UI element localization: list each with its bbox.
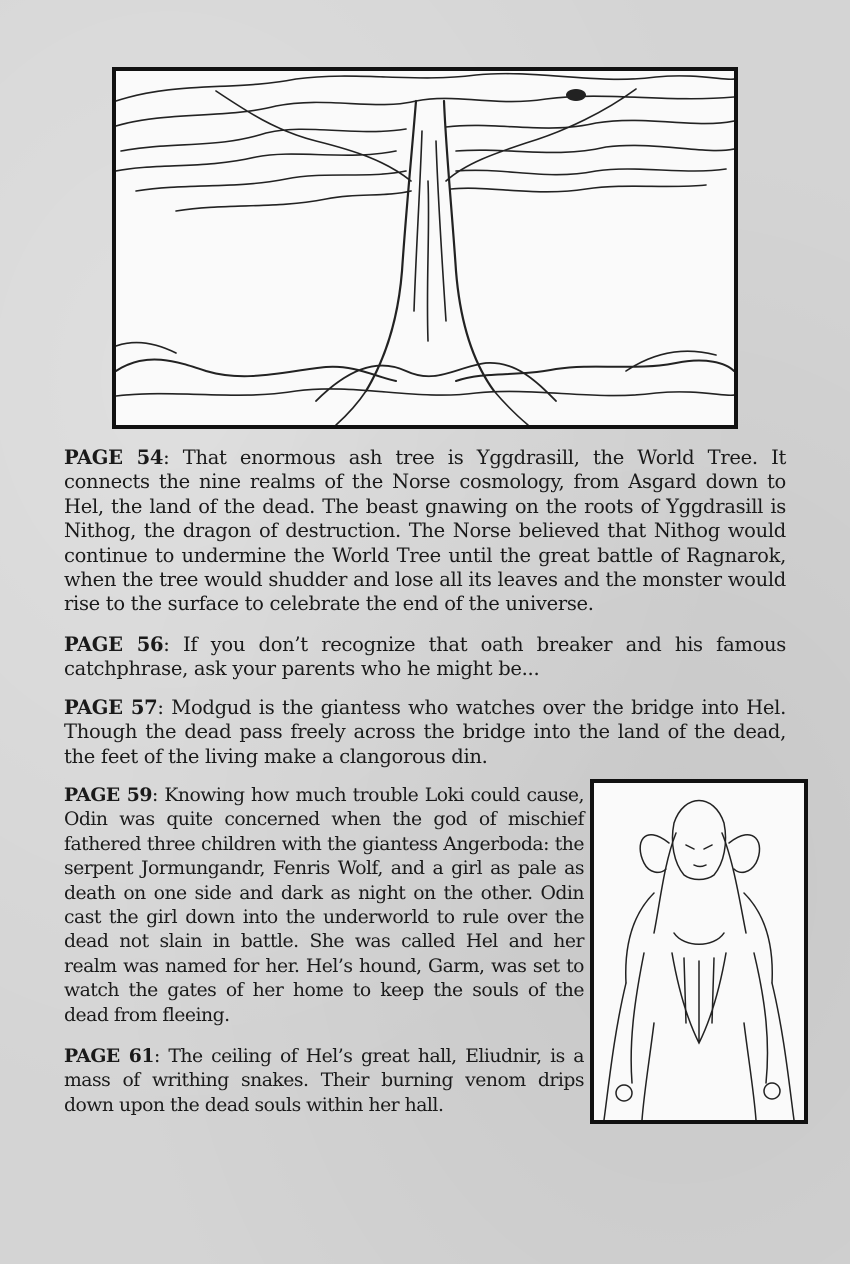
note-text: : Knowing how much trouble Loki could cause, Odin was quite concerned when the god of mischief fathered three children with the giantess Angerboda: the serpent Jormungandr, Fenris Wolf, and a girl as pale as death on one side and dark as night on the other. Odin cast the girl down into the underworld to rule over the dead not slain in battle. She was called Hel and her realm was named for her. Hel’s hound, Garm, was set to watch the gates of her home to keep the souls of the dead from fleeing.	[64, 785, 585, 1026]
page-label: PAGE 59	[64, 784, 152, 806]
page-label: PAGE 57	[64, 696, 158, 719]
note-page-59	[64, 783, 584, 1028]
note-page-56	[64, 633, 786, 682]
page-label: PAGE 56	[64, 633, 164, 656]
world-tree-illustration	[112, 67, 738, 429]
world-tree-drawing	[116, 71, 734, 425]
note-page-54	[64, 446, 786, 617]
hel-drawing	[594, 783, 804, 1120]
note-page-61	[64, 1044, 584, 1118]
note-text: : The ceiling of Hel’s great hall, Eliudnir, is a mass of writhing snakes. Their burning venom drips down upon the dead souls within her hall.	[64, 1046, 584, 1116]
page-label: PAGE 61	[64, 1045, 154, 1067]
page-label: PAGE 54	[64, 446, 164, 469]
note-text: : If you don’t recognize that oath breaker and his famous catchphrase, ask your parents who he might be...	[64, 633, 787, 681]
note-text: : That enormous ash tree is Yggdrasill, the World Tree. It connects the nine realms of the Norse cosmology, from Asgard down to Hel, the land of the dead. The beast gnawing on the roots of Yggdrasill is Nithog, the dragon of destruction. The Norse believed that Nithog would continue to undermine the World Tree until the great battle of Ragnarok, when the tree would shudder and lose all its leaves and the monster would rise to the surface to celebrate the end of the universe.	[64, 446, 787, 616]
note-page-57	[64, 696, 786, 769]
note-text: : Modgud is the giantess who watches over the bridge into Hel. Though the dead pass freely across the bridge into the land of the dead, the feet of the living make a clangorous din.	[64, 696, 787, 768]
hel-illustration	[590, 779, 808, 1124]
